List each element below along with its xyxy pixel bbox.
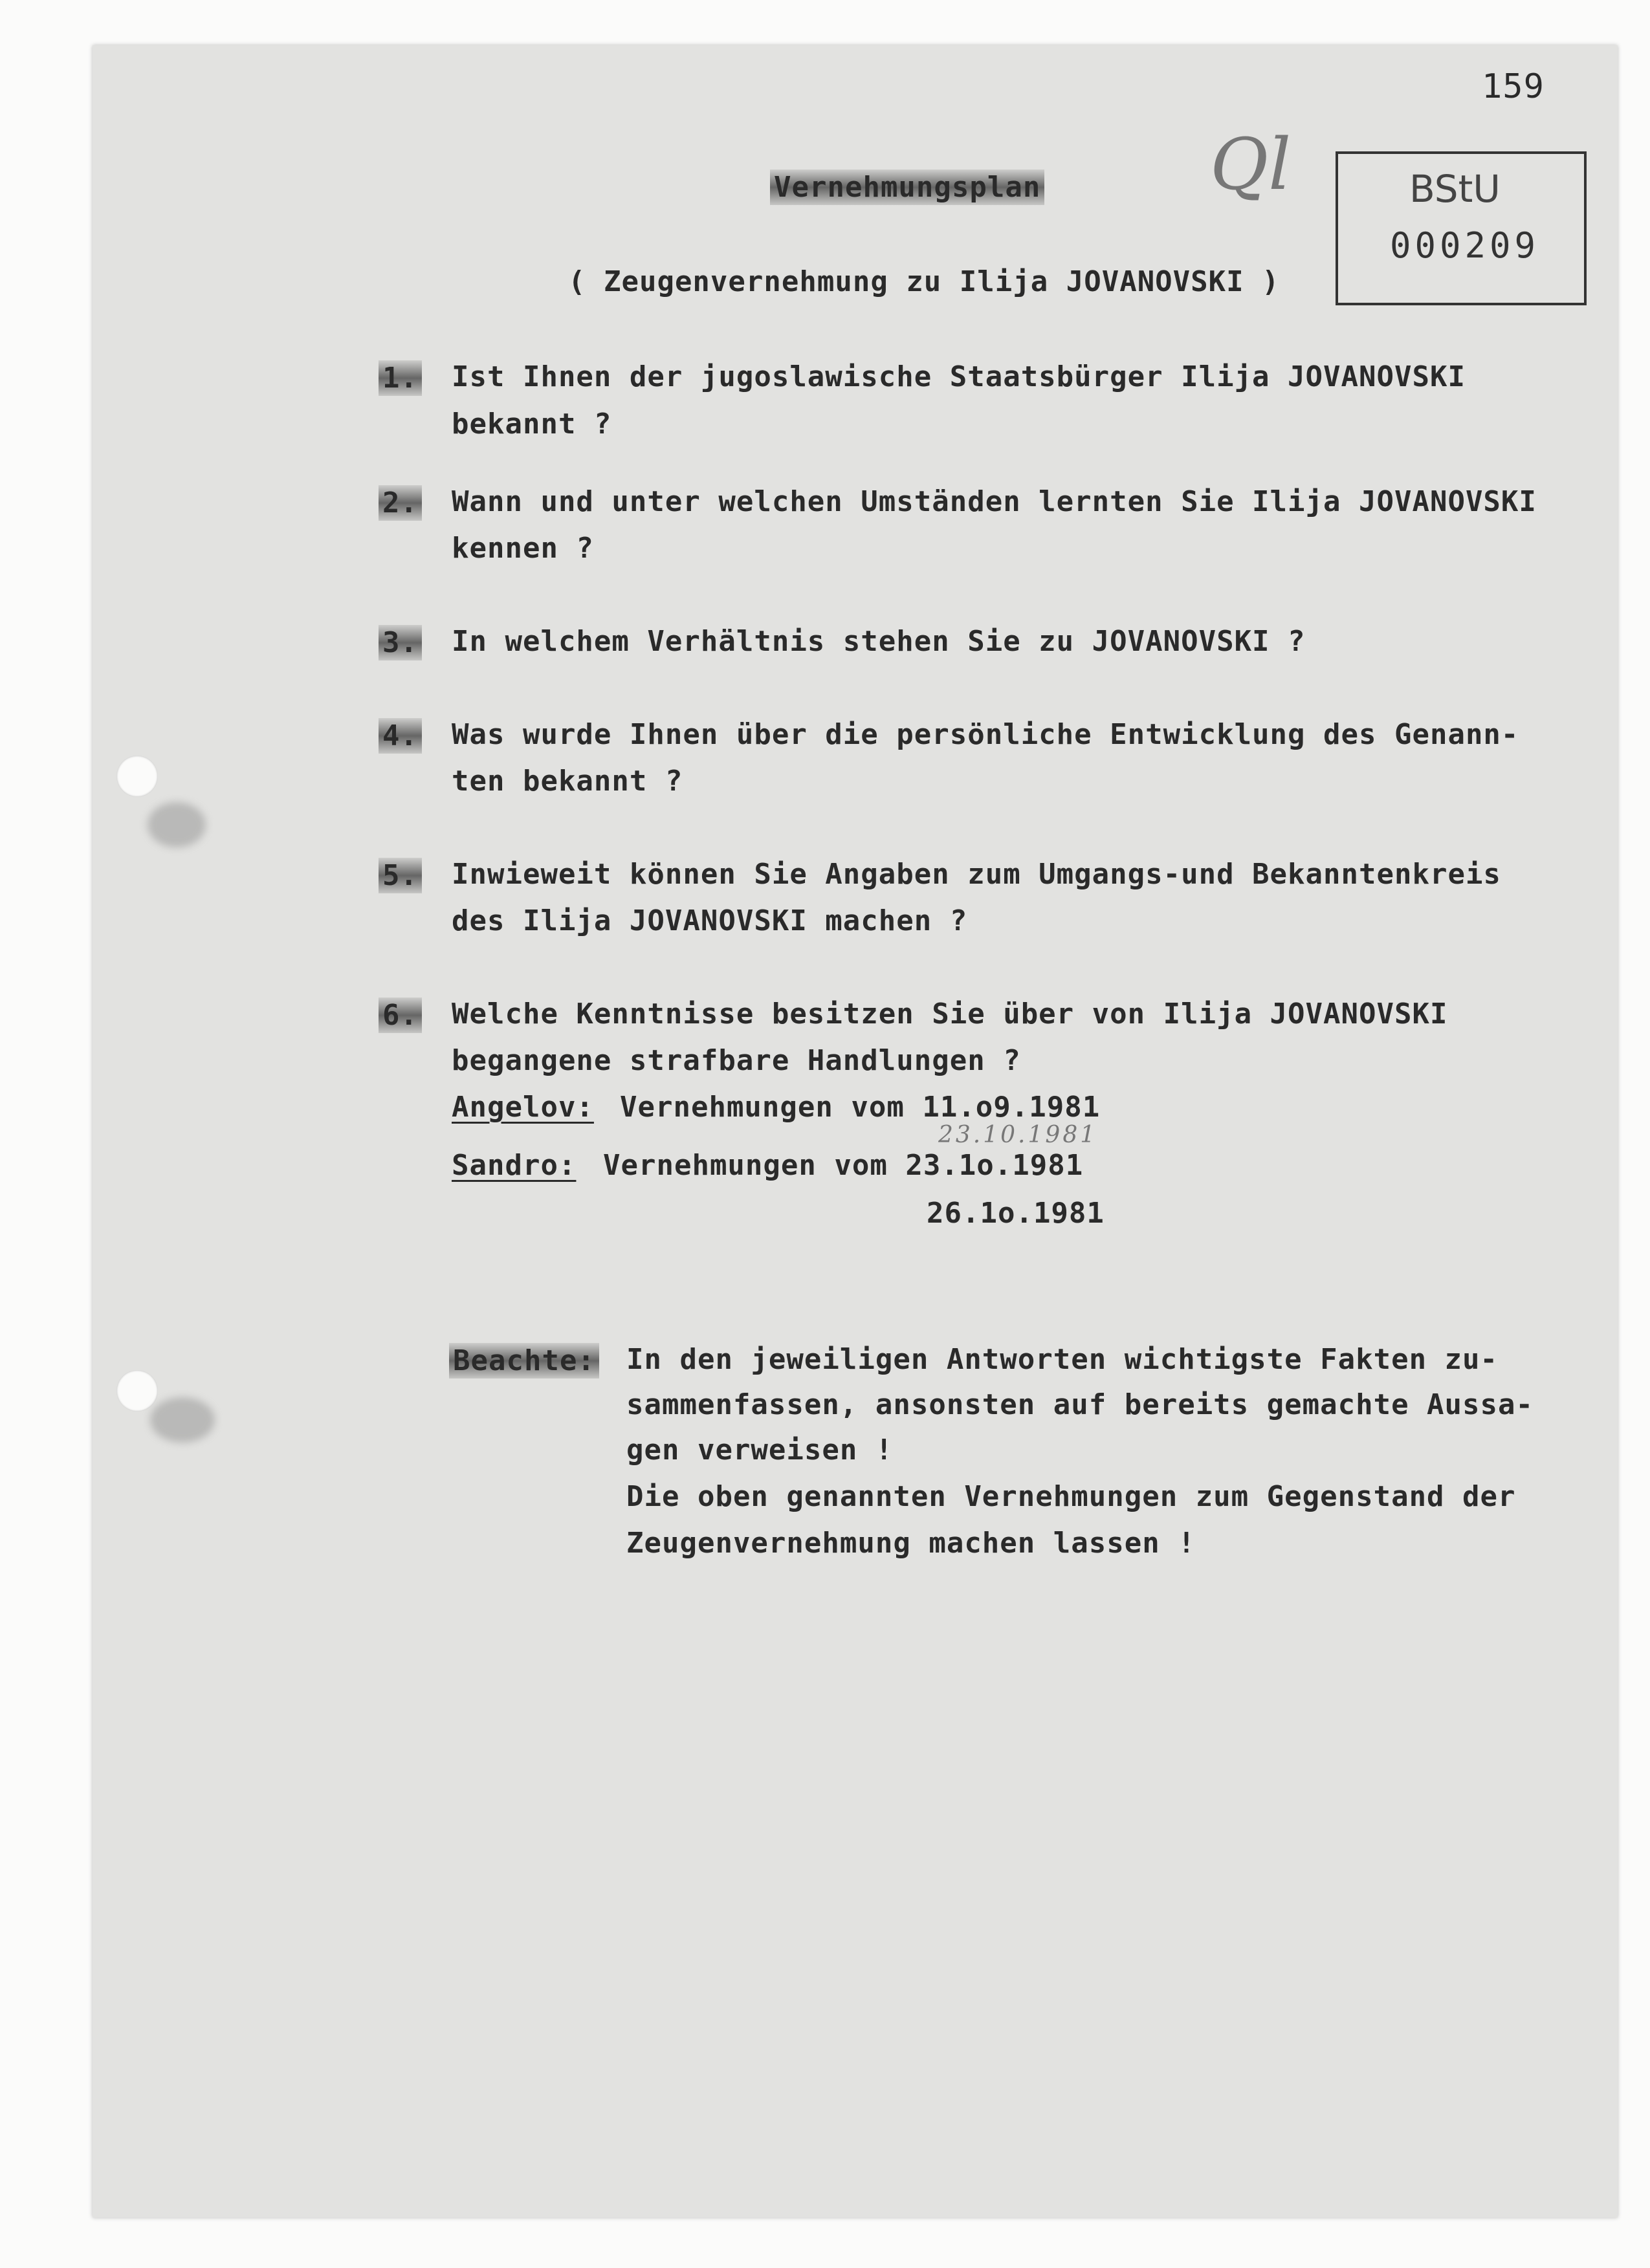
note-line: In den jeweiligen Antworten wichtigste Fakten zu-	[626, 1343, 1499, 1376]
note-line: gen verweisen !	[626, 1434, 894, 1467]
question-number: 4.	[379, 718, 422, 754]
stamp-agency: BStU	[1409, 167, 1501, 211]
question-text: kennen ?	[452, 532, 594, 565]
note-label: Beachte:	[449, 1343, 599, 1379]
question-text: Welche Kenntnisse besitzen Sie über von Ilija JOVANOVSKI	[452, 998, 1448, 1030]
page-number: 159	[1482, 67, 1545, 106]
note-line: sammenfassen, ansonsten auf bereits gemachte Aussa-	[626, 1388, 1534, 1421]
reference-label-sandro: Sandro:	[452, 1149, 577, 1182]
question-text: In welchem Verhältnis stehen Sie zu JOVANOVSKI ?	[452, 625, 1306, 658]
smudge-mark	[150, 1397, 215, 1443]
page-subtitle: ( Zeugenvernehmung zu Ilija JOVANOVSKI )	[568, 265, 1280, 298]
question-text: Wann und unter welchen Umständen lernten Sie Ilija JOVANOVSKI	[452, 485, 1537, 518]
note-line: Zeugenvernehmung machen lassen !	[626, 1527, 1196, 1560]
smudge-mark	[148, 802, 206, 847]
reference-text-angelov: Vernehmungen vom 11.o9.1981	[620, 1091, 1101, 1124]
question-text: begangene strafbare Handlungen ?	[452, 1044, 1021, 1077]
note-line: Die oben genannten Vernehmungen zum Gegenstand der	[626, 1480, 1516, 1513]
question-number: 1.	[379, 360, 422, 396]
archive-stamp	[1336, 151, 1587, 305]
punch-hole-top	[116, 756, 158, 797]
handwritten-initials: Ql	[1210, 123, 1292, 206]
question-text: Ist Ihnen der jugoslawische Staatsbürger Ilija JOVANOVSKI	[452, 360, 1466, 393]
question-text: ten bekannt ?	[452, 765, 683, 798]
page-title: Vernehmungsplan	[770, 169, 1044, 205]
question-text: bekannt ?	[452, 408, 612, 441]
question-number: 6.	[379, 998, 422, 1033]
question-number: 2.	[379, 485, 422, 521]
question-text: Inwieweit können Sie Angaben zum Umgangs-und Bekanntenkreis	[452, 858, 1501, 891]
question-number: 5.	[379, 858, 422, 893]
reference-text-sandro: Vernehmungen vom 23.1o.1981	[603, 1149, 1084, 1182]
stamp-number: 000209	[1390, 225, 1540, 266]
reference-date-sandro: 26.1o.1981	[927, 1197, 1105, 1230]
question-text: Was wurde Ihnen über die persönliche Entwicklung des Genann-	[452, 718, 1519, 751]
question-number: 3.	[379, 625, 422, 660]
reference-label-angelov: Angelov:	[452, 1091, 594, 1124]
punch-hole-bottom	[116, 1370, 158, 1412]
handwritten-date: 23.10.1981	[938, 1122, 1098, 1148]
question-text: des Ilija JOVANOVSKI machen ?	[452, 904, 968, 937]
